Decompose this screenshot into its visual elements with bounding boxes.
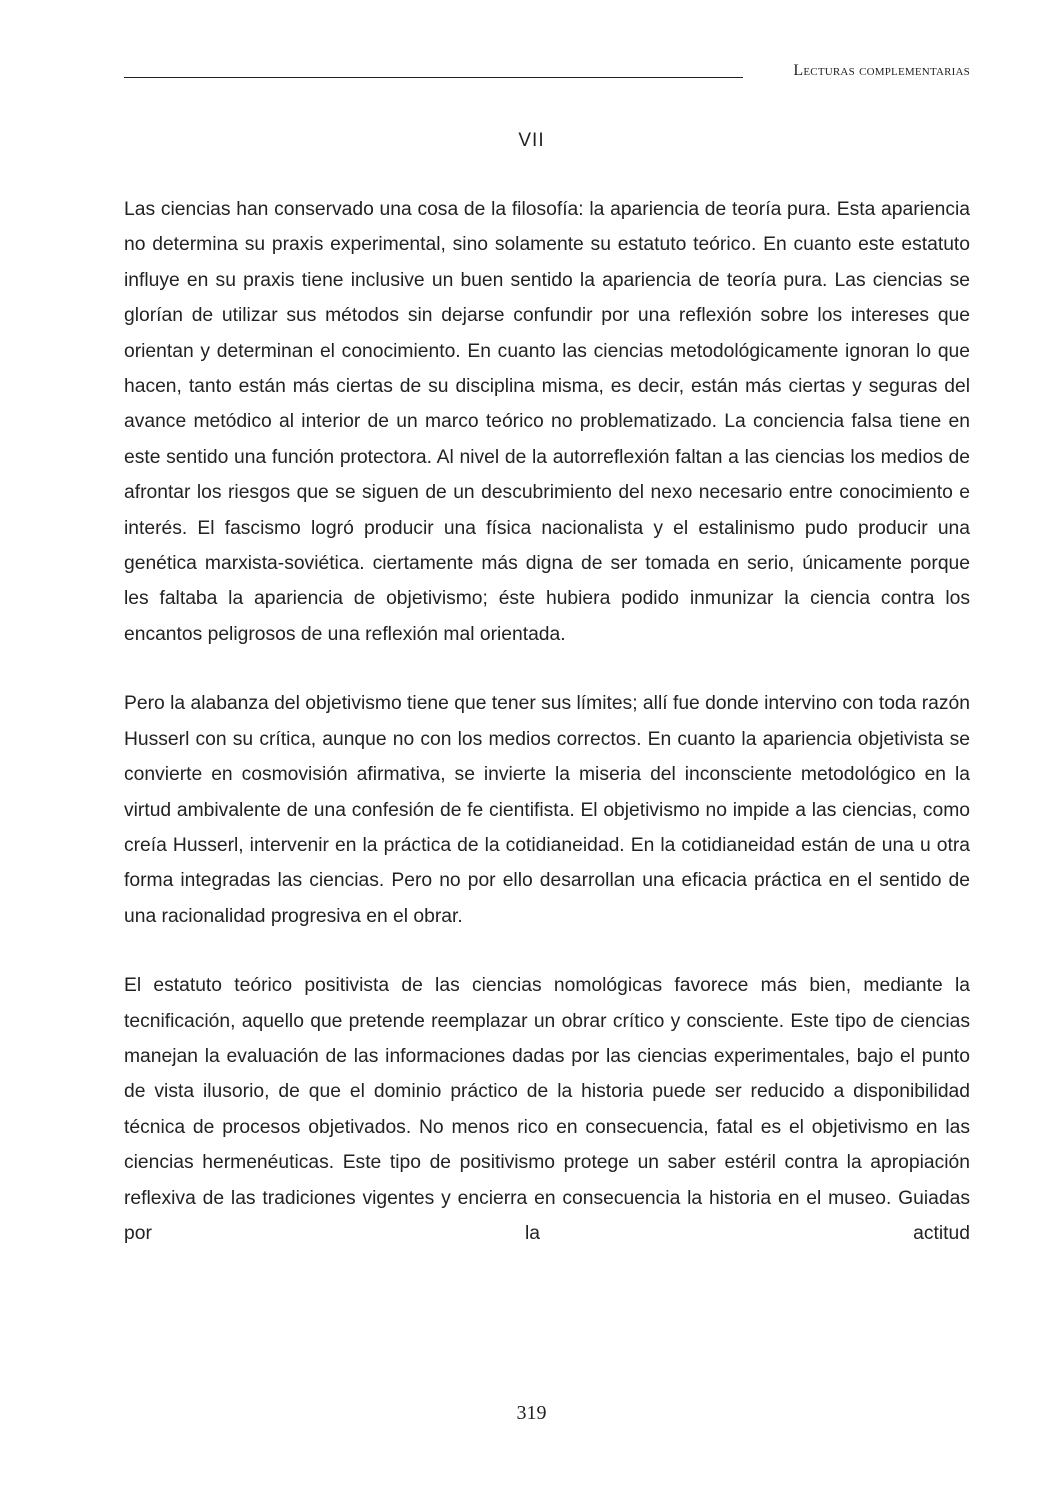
running-header-title: Lecturas complementarias: [793, 62, 970, 79]
paragraph-3: El estatuto teórico positivista de las ciencias nomológicas favorece más bien, mediante la tecnificación, aquello que pretende reemplazar un obrar crítico y consciente. Este tipo de ciencias manejan la evaluación de las informaciones dadas por las ciencias experimentales, bajo el punto de vista ilusorio, de que el dominio práctico de la historia puede ser reducido a disponibilidad técnica de procesos objetivados. No menos rico en consecuencia, fatal es el objetivismo en las ciencias hermenéuticas. Este tipo de positivismo protege un saber estéril contra la apropiación reflexiva de las tradiciones vigentes y encierra en consecuencia la historia en el museo. Guiadas por la actitud: [124, 975, 970, 1244]
paragraph-1: Las ciencias han conservado una cosa de la filosofía: la apariencia de teoría pura. Esta apariencia no determina su praxis experimental, sino solamente su estatuto teórico. En cuanto este estatuto influye en su praxis tiene inclusive un buen sentido la apariencia de teoría pura. Las ciencias se glorían de utilizar sus métodos sin dejarse confundir por una reflexión sobre los intereses que orientan y determinan el conocimiento. En cuanto las ciencias metodológicamente ignoran lo que hacen, tanto están más ciertas de su disciplina misma, es decir, están más ciertas y seguras del avance metódico al interior de un marco teórico no problematizado. La conciencia falsa tiene en este sentido una función protectora. Al nivel de la autorreflexión faltan a las ciencias los medios de afrontar los riesgos que se siguen de un descubrimiento del nexo necesario entre conocimiento e interés. El fascismo logró producir una física nacionalista y el estalinismo pudo producir una genética marxista-soviética. ciertamente más digna de ser tomada en serio, únicamente porque les faltaba la apariencia de objetivismo; éste hubiera podido inmunizar la ciencia contra los encantos peligrosos de una reflexión mal orientada.: [124, 199, 970, 645]
body-text: [124, 192, 970, 1285]
running-header: [124, 58, 970, 82]
section-heading: VII: [518, 130, 545, 151]
header-rule: [124, 77, 743, 78]
paragraph-2: Pero la alabanza del objetivismo tiene que tener sus límites; allí fue donde intervino con toda razón Husserl con su crítica, aunque no con los medios correctos. En cuanto la apariencia objetivista se convierte en cosmovisión afirmativa, se invierte la miseria del inconsciente metodológico en la virtud ambivalente de una confesión de fe cientifista. El objetivismo no impide a las ciencias, como creía Husserl, intervenir en la práctica de la cotidianeidad. En la cotidianeidad están de una u otra forma integradas las ciencias. Pero no por ello desarrollan una eficacia práctica en el sentido de una racionalidad progresiva en el obrar.: [124, 693, 970, 927]
page-number: 319: [516, 1402, 547, 1424]
